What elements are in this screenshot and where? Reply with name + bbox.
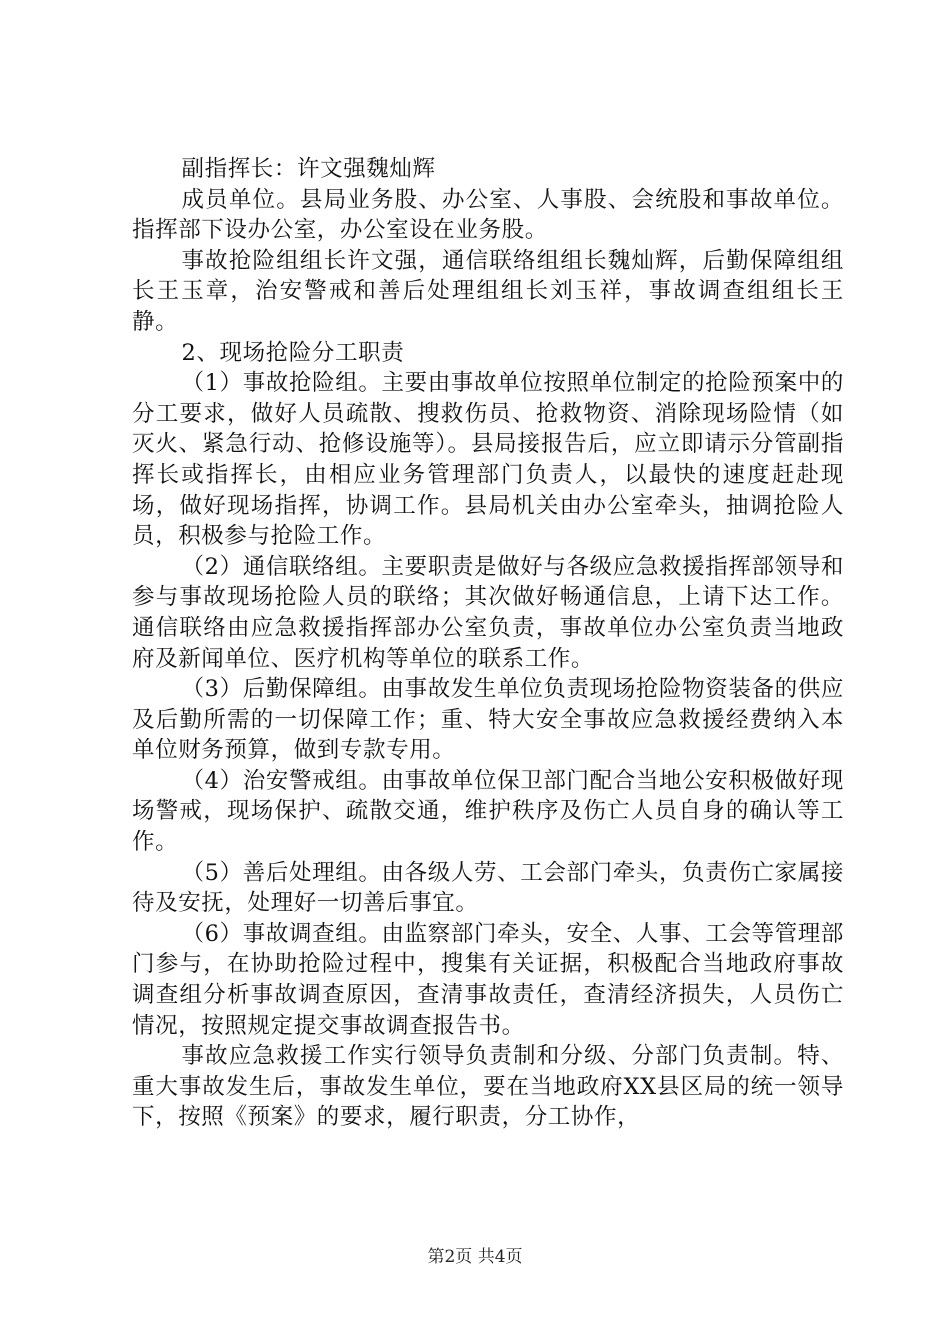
paragraph-communication-group: （2）通信联络组。主要职责是做好与各级应急救援指挥部领导和参与事故现场抢险人员的联络；其次做好畅通信息，上请下达工作。通信联络由应急救援指挥部办公室负责，事故单位办公室负责当地政府及新闻单位、医疗机构等单位的联系工作。 (132, 553, 844, 672)
page-footer: 第2页 共4页 (427, 1247, 523, 1267)
paragraph-responsibility-system: 事故应急救援工作实行领导负责制和分级、分部门负责制。特、重大事故发生后，事故发生单位，要在当地政府XX县区局的统一领导下，按照《预案》的要求，履行职责，分工协作， (132, 1043, 844, 1131)
paragraph-deputy-commanders: 副指挥长：许文强魏灿辉 (181, 156, 436, 182)
paragraph-rescue-group: （1）事故抢险组。主要由事故单位按照单位制定的抢险预案中的分工要求，做好人员疏散、搜救伤员、抢救物资、消除现场险情（如灭火、紧急行动、抢修设施等）。县局接报告后，应立即请示分管副指挥长或指挥长，由相应业务管理部门负责人，以最快的速度赶赴现场，做好现场指挥，协调工作。县局机关由办公室牵头，抽调抢险人员，积极参与抢险工作。 (132, 370, 844, 550)
section-heading-duties: 2、现场抢险分工职责 (181, 339, 405, 366)
paragraph-member-units: 成员单位。县局业务股、办公室、人事股、会统股和事故单位。指挥部下设办公室，办公室设在业务股。 (132, 186, 844, 244)
paragraph-security-group: （4）治安警戒组。由事故单位保卫部门配合当地公安积极做好现场警戒，现场保护、疏散交通，维护秩序及伤亡人员自身的确认等工作。 (132, 767, 844, 856)
paragraph-investigation-group: （6）事故调查组。由监察部门牵头，安全、人事、工会等管理部门参与，在协助抢险过程中，搜集有关证据，积极配合当地政府事故调查组分析事故调查原因，查清事故责任，查清经济损失，人员伤亡情况，按照规定提交事故调查报告书。 (132, 920, 844, 1039)
paragraph-aftermath-group: （5）善后处理组。由各级人劳、工会部门牵头，负责伤亡家属接待及安抚，处理好一切善后事宜。 (132, 859, 844, 917)
document-body (132, 154, 844, 1133)
paragraph-group-leaders: 事故抢险组组长许文强，通信联络组组长魏灿辉，后勤保障组组长王玉章，治安警戒和善后处理组组长刘玉祥，事故调查组组长王静。 (132, 247, 844, 335)
paragraph-logistics-group: （3）后勤保障组。由事故发生单位负责现场抢险物资装备的供应及后勤所需的一切保障工作；重、特大安全事故应急救援经费纳入本单位财务预算，做到专款专用。 (132, 676, 844, 764)
